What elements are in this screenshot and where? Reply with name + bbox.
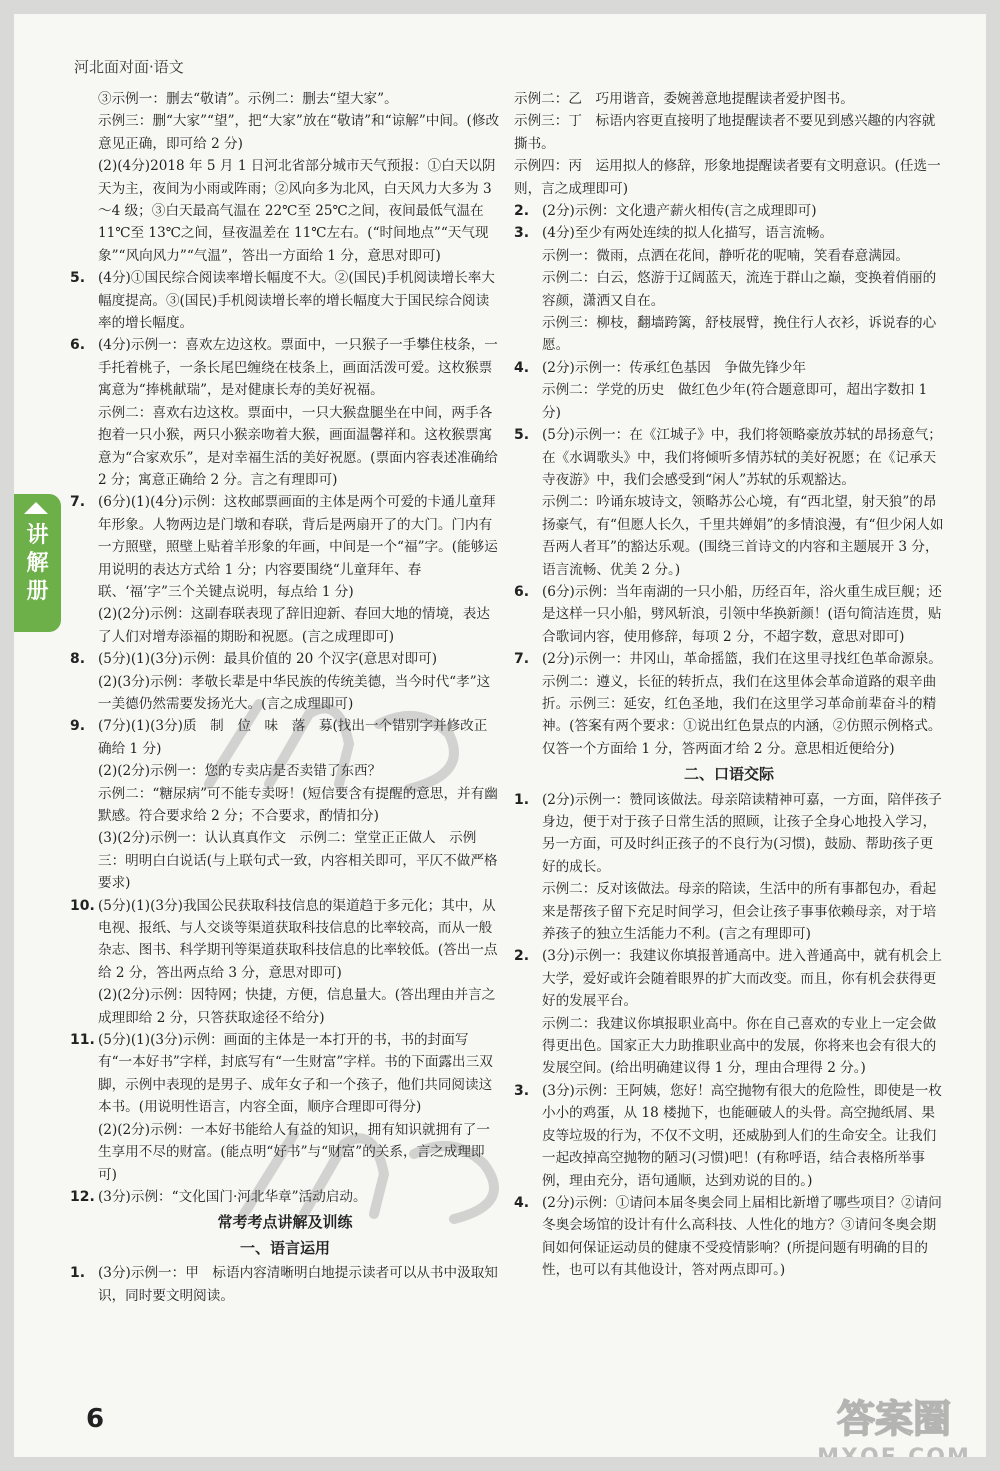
answer-text: (4分)示例一：喜欢左边这枚。票面中，一只猴子一手攀住枝条，一手托着桃子，一条长尾巴缠绕在枝条上，画面活泼可爱。这枚猴票寓意为“捧桃献瑞”，是对健康长寿的美好祝福。 (98, 337, 498, 399)
item-number: 6. (70, 337, 86, 354)
answer-text: 示例二：喜欢右边这枚。票面中，一只大猴盘腿坐在中间，两手各抱着一只小猴，两只小猴亲吻着大猴，画面温馨祥和。这枚猴票寓意为“合家欢乐”，是对幸福生活的美好祝愿。(票面内容表述准确给 2 分；寓意正确给 2 分。言之有理即可) (98, 404, 498, 488)
answer-text: (3分)示例一：我建议你填报普通高中。进入普通高中，就有机会上大学，爱好或许会随着眼界的扩大而改变。而且，你有机会获得更好的发展平台。 (542, 948, 942, 1010)
answer-text: (2分)示例一：传承红色基因 争做先锋少年 (542, 359, 806, 376)
section-title-main: 常考考点讲解及训练 (217, 1213, 353, 1232)
side-tab-lecture-booklet[interactable] (14, 494, 61, 632)
item-number: 9. (70, 718, 86, 735)
answer-text: 示例三：柳枝，翻墙跨篱，舒枝展臂，挽住行人衣衫，诉说春的心愿。 (542, 315, 937, 354)
right-column (514, 88, 944, 1282)
answer-text: (2)(2分)示例一：您的专卖店是否卖错了东西？ (98, 763, 382, 780)
answer-item (514, 222, 944, 356)
answer-text: (4分)至少有两处连续的拟人化描写，语言流畅。 (542, 225, 834, 242)
item-number: 1. (514, 791, 530, 808)
item-number: 6. (514, 583, 530, 600)
answer-text: (3)(2分)示例一：认认真真作文 示例二：堂堂正正做人 示例三：明明白白说话(与上联句式一致，内容相关即可，平仄不做严格要求) (98, 830, 498, 892)
answer-text: (2)(3分)示例：孝敬长辈是中华民族的传统美德，当今时代“孝”这一美德仍然需要发扬光大。(言之成理即可) (98, 673, 491, 712)
answer-text: (4分)①国民综合阅读率增长幅度不大。②(国民)手机阅读增长率大幅度提高。③(国民)手机阅读增长率的增长幅度大于国民综合阅读率的增长幅度。 (98, 270, 495, 332)
answer-item (514, 581, 944, 648)
item-number: 11. (70, 1032, 95, 1049)
answer-text: 示例三：丁 标语内容更直接明了地提醒读者不要见到感兴趣的内容就撕书。 (514, 113, 936, 152)
answer-page (14, 14, 986, 1470)
side-tab-char: 解 (26, 551, 49, 576)
answer-text: 示例二：吟诵东坡诗文，领略苏公心境，有“西北望，射天狼”的昂扬豪气，有“但愿人长久，千里共婵娟”的多情浪漫，有“但少闲人如吾两人者耳”的豁达乐观。(围绕三首诗文的内容和主题展开 3 分，语言流畅、优美 2 分。) (542, 494, 944, 578)
side-tab-char: 册 (26, 579, 49, 604)
item-number: 5. (514, 427, 530, 444)
answer-text: (2分)示例一：井冈山，革命摇篮，我们在这里寻找红色革命源泉。示例二：遵义，长征的转折点，我们在这里体会革命道路的艰辛曲折。示例三：延安，红色圣地，我们在这里学习革命前辈奋斗的精神。(答案有两个要求：①说出红色景点的内涵，②仿照示例格式。仅答一个方面给 1 分，答两面才给 2 分。意思相近便给分) (542, 651, 942, 757)
section-title-oral-communication: 二、口语交际 (683, 765, 774, 784)
item-number: 2. (514, 948, 530, 965)
answer-text: (2)(4分)2018 年 5 月 1 日河北省部分城市天气预报：①白天以阴天为主，夜间为小雨或阵雨；②风向多为北风，白天风力大多为 3～4 级；③白天最高气温在 22℃至 25℃之间，夜间最低气温在 11℃至 13℃之间，昼夜温差在 11℃左右。(“时间地点”“天气现象”“风向风力”“气温”，答出一方面给 1 分，意思对即可) (98, 158, 496, 264)
answer-text: (6分)示例：当年南湖的一只小船，历经百年，浴火重生成巨舰；还是这样一只小船，劈风斩浪，引领中华换新颜！(语句简洁连贯，贴合歌词内容，使用修辞，每项 2 分，不超字数，意思对即可) (542, 583, 942, 645)
watermark-logo-bottom: MXQE.COM (817, 1445, 971, 1470)
item-number: 8. (70, 651, 86, 668)
answer-item (70, 334, 500, 491)
item-number: 4. (514, 359, 530, 376)
item-number: 10. (70, 897, 95, 914)
answer-text: (3分)示例一：甲 标语内容清晰明白地提示读者可以从书中汲取知识，同时要文明阅读。 (98, 1265, 498, 1304)
page-number: 6 (86, 1404, 105, 1434)
watermark-graphic (189, 684, 489, 804)
answer-text: 示例二：反对该做法。母亲的陪读，生活中的所有事都包办，看起来是帮孩子留下充足时间学习，但会让孩子事事依赖母亲，对于培养孩子的独立生活能力不利。(言之有理即可) (542, 881, 937, 943)
answer-text: 示例二：白云，悠游于辽阔蓝天，流连于群山之巅，变换着俏丽的容颜，潇洒又自在。 (542, 270, 937, 309)
answer-item (514, 1192, 944, 1282)
answer-item (514, 648, 944, 760)
answer-text: 示例二：我建议你填报职业高中。你在自己喜欢的专业上一定会做得更出色。国家正大力助推职业高中的发展，你将来也会有很大的发展空间。(给出明确建议得 1 分，理由合理得 2 分。) (542, 1015, 937, 1077)
answer-item (70, 267, 500, 334)
answer-item (514, 945, 944, 1079)
item-number: 7. (70, 494, 86, 511)
answer-text: 示例一：微雨，点洒在花间，静听花的呢喃，笑看春意满园。 (542, 247, 910, 264)
page-header: 河北面对面·语文 (74, 58, 184, 76)
side-tab-label (14, 522, 61, 606)
answer-text: 示例三：删“大家”“望”，把“大家”放在“敬请”和“谅解”中间。(修改意见正确，即可给 2 分) (98, 113, 500, 152)
item-number: 2. (514, 203, 530, 220)
answer-item (514, 357, 944, 424)
answer-text: (2分)示例一：赞同该做法。母亲陪读精神可嘉，一方面，陪伴孩子身边，便于对于孩子日常生活的照顾，让孩子全身心地投入学习，另一方面，可及时纠正孩子的不良行为(习惯)，鼓励、帮助孩子更好的成长。 (542, 791, 942, 875)
answer-text: 示例二：学党的历史 做红色少年(符合题意即可，超出字数扣 1 分) (542, 382, 928, 421)
answer-item (514, 789, 944, 946)
answer-text: (7分)(1)(3分)质 制 位 味 落 募(找出一个错别字并修改正确给 1 分) (98, 718, 488, 757)
item-number: 3. (514, 1082, 530, 1099)
answer-text: (3分)示例：王阿姨，您好！高空抛物有很大的危险性，即使是一枚小小的鸡蛋，从 18 楼抛下，也能砸破人的头骨。高空抛纸屑、果皮等垃圾的行为，不仅不文明，还威胁到人们的生命安全。让我们一起改掉高空抛物的陋习(习惯)吧！(有称呼语，结合表格所举事例，理由充分，语句通顺，达到劝说的目的。) (542, 1082, 942, 1189)
left-section-answer-list (70, 1262, 500, 1307)
answer-text: (3分)示例：“文化国门·河北华章”活动启动。 (98, 1188, 367, 1205)
item-number: 1. (70, 1265, 86, 1282)
answer-item (70, 1262, 500, 1307)
answer-text: (5分)示例一：在《江城子》中，我们将领略豪放苏轼的昂扬意气；在《水调歌头》中，我们将倾听多情苏轼的美好祝愿；在《记承天寺夜游》中，我们会感受到“闲人”苏轼的乐观豁达。 (542, 427, 942, 488)
right-continued-text (514, 88, 944, 200)
item-number: 3. (514, 225, 530, 242)
right-answer-list (514, 200, 944, 760)
item-number: 7. (514, 651, 530, 668)
answer-text: (2分)示例：①请问本届冬奥会同上届相比新增了哪些项目？②请问冬奥会场馆的设计有什么高科技、人性化的地方？③请问冬奥会期间如何保证运动员的健康不受疫情影响？(所提问题有明确的目的性，也可以有其他设计，答对两点即可。) (542, 1194, 942, 1279)
answer-text: 示例二：“糖尿病”可不能专卖呀！(短信要含有提醒的意思，并有幽默感。符合要求给 2 分；不合要求，酌情扣分) (98, 785, 498, 824)
answer-item (514, 1080, 944, 1192)
answer-item (514, 200, 944, 222)
watermark-logo (794, 1388, 986, 1470)
answer-text: (5分)(1)(3分)我国公民获取科技信息的渠道趋于多元化；其中，从电视、报纸、与人交谈等渠道获取科技信息的比率较高，而从一般杂志、图书、科学期刊等渠道获取科技信息的比率较低。(答出一点给 2 分，答出两点给 3 分，意思对即可) (98, 897, 498, 981)
watermark-graphic (224, 1114, 544, 1234)
answer-text: 示例四：丙 运用拟人的修辞，形象地提醒读者要有文明意识。(任选一则，言之成理即可) (514, 158, 941, 197)
answer-item (514, 424, 944, 581)
item-number: 12. (70, 1188, 95, 1205)
answer-text: ③示例一：删去“敬请”。示例二：删去“望大家”。 (98, 91, 398, 107)
watermark-logo-top: 答案圈 (836, 1397, 952, 1441)
right-section-answer-list (514, 789, 944, 1282)
answer-text: (2)(2分)示例：一本好书能给人有益的知识，拥有知识就拥有了一生享用不尽的财富。(能点明“好书”与“财富”的关系，言之成理即可) (98, 1121, 490, 1183)
answer-text: (5分)(1)(3分)示例：画面的主体是一本打开的书，书的封面写有“一本好书”字样，封底写有“一生财富”字样。书的下面露出三双脚，示例中表现的是男子、成年女子和一个孩子，他们共同阅读这本书。(用说明性语言，内容全面，顺序合理即可得分) (98, 1032, 493, 1116)
answer-text: (2)(2分)示例：这副春联表现了辞旧迎新、春回大地的情境，表达了人们对增寿添福的期盼和祝愿。(言之成理即可) (98, 606, 490, 645)
answer-text: 示例二：乙 巧用谐音，委婉善意地提醒读者爱护图书。 (514, 91, 854, 107)
answer-text: (6分)(1)(4分)示例：这枚邮票画面的主体是两个可爱的卡通儿童拜年形象。人物两边是门墩和春联，背后是两扇开了的大门。门内有一方照壁，照壁上贴着羊形象的年画，中间是一个“福”字。(能够运用说明的表达方式给 1 分；内容要围绕“儿童拜年、春联、‘福’字”三个关键点说明，每点给 1 分) (98, 494, 498, 600)
item-number: 4. (514, 1194, 530, 1211)
answer-item (70, 491, 500, 648)
side-tab-char: 讲 (26, 523, 49, 548)
section-title-language-use: 一、语言运用 (239, 1238, 330, 1257)
tab-arrow-icon (24, 502, 48, 514)
item-number: 5. (70, 270, 86, 287)
answer-text: (5分)(1)(3分)示例：最具价值的 20 个汉字(意思对即可) (98, 651, 437, 668)
answer-text: (2分)示例：文化遗产薪火相传(言之成理即可) (542, 203, 817, 220)
answer-item (70, 895, 500, 1029)
answer-text: (2)(2分)示例：因特网；快捷，方便，信息量大。(答出理由并言之成理即给 2 分，只答获取途径不给分) (98, 987, 496, 1026)
